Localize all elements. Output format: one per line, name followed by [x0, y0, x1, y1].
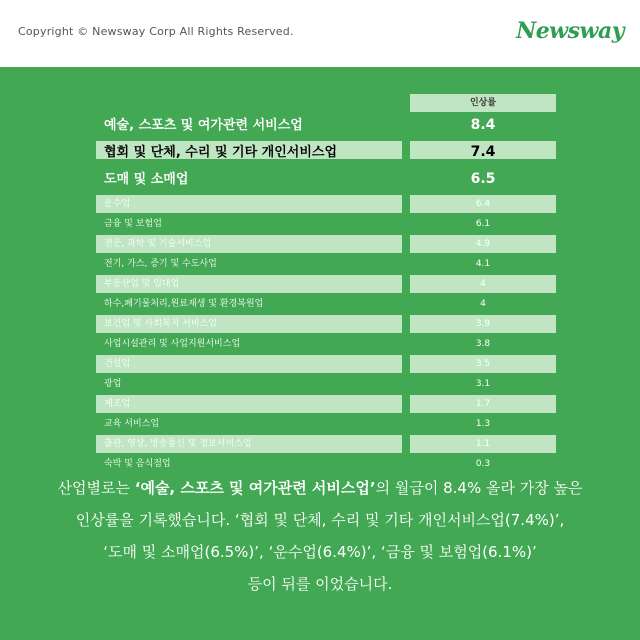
table-row [96, 335, 556, 353]
caption-line-3: ‘도매 및 소매업(6.5%)’, ‘운수업(6.4%)’, ‘금융 및 보험업(6.1%)’ [103, 543, 537, 561]
table-row [96, 114, 556, 137]
table-row [96, 141, 556, 164]
row-value: 6.1 [475, 219, 491, 229]
row-value: 1.7 [475, 399, 491, 409]
caption-line-2: 인상률을 기록했습니다. ‘협회 및 단체, 수리 및 기타 개인서비스업(7.4%)’, [75, 511, 565, 529]
row-category: 전기, 가스, 증기 및 수도사업 [104, 259, 217, 269]
table-row [96, 235, 556, 253]
caption-line-4: 등이 뒤를 이었습니다. [247, 575, 393, 593]
row-category: 출판, 영상, 방송통신 및 정보서비스업 [104, 439, 252, 449]
row-value: 6.4 [475, 199, 491, 209]
row-value: 0.3 [475, 459, 491, 469]
row-category: 제조업 [104, 399, 131, 409]
row-category: 숙박 및 음식점업 [104, 459, 171, 469]
table-row [96, 375, 556, 393]
row-value: 1.1 [475, 439, 491, 449]
row-category: 보건업 및 사회복지 서비스업 [104, 319, 217, 329]
table-row [96, 435, 556, 453]
row-category: 예술, 스포츠 및 여가관련 서비스업 [104, 118, 303, 133]
row-value: 6.5 [470, 171, 496, 187]
row-value: 4 [480, 279, 486, 289]
row-value: 3.9 [475, 319, 491, 329]
copyright-text: Copyright © Newsway Corp All Rights Reserved. [18, 25, 294, 38]
table-row [96, 295, 556, 313]
caption-line-1: 산업별로는 ‘예술, 스포츠 및 여가관련 서비스업’의 월급이 8.4% 올라 가장 높은 [57, 479, 583, 497]
row-value: 4.9 [475, 239, 491, 249]
row-category: 협회 및 단체, 수리 및 기타 개인서비스업 [104, 145, 338, 160]
header [0, 0, 640, 67]
row-category: 부동산업 및 임대업 [104, 279, 180, 289]
content-panel [0, 67, 640, 640]
table-header-row [96, 94, 556, 112]
wage-increase-table [96, 94, 556, 475]
summary-caption [0, 472, 640, 600]
column-header-increase-rate: 인상률 [410, 94, 556, 112]
row-value: 4.1 [475, 259, 491, 269]
table-row [96, 168, 556, 191]
table-row [96, 195, 556, 213]
row-category: 교육 서비스업 [104, 419, 160, 429]
row-category: 금융 및 보험업 [104, 219, 162, 229]
row-value: 8.4 [470, 117, 496, 133]
row-value: 7.4 [470, 144, 496, 160]
table-row [96, 315, 556, 333]
row-category: 전문, 과학 및 기술서비스업 [104, 239, 212, 249]
table-row [96, 355, 556, 373]
row-value: 1.3 [475, 419, 491, 429]
table-row [96, 415, 556, 433]
row-category: 건설업 [104, 359, 131, 369]
row-category: 도매 및 소매업 [104, 172, 189, 187]
table-row [96, 255, 556, 273]
table-row [96, 455, 556, 473]
row-category: 하수,폐기물처리,원료재생 및 환경복원업 [104, 299, 264, 309]
row-category: 사업시설관리 및 사업지원서비스업 [104, 339, 241, 349]
row-value: 4 [480, 299, 486, 309]
table-row [96, 395, 556, 413]
row-value: 3.5 [475, 359, 491, 369]
newsway-logo[interactable]: Newsway [516, 18, 624, 44]
row-category: 운수업 [104, 199, 131, 209]
table-row [96, 275, 556, 293]
table-row [96, 215, 556, 233]
row-category: 광업 [104, 379, 122, 389]
caption-highlight: ‘예술, 스포츠 및 여가관련 서비스업’ [134, 479, 376, 497]
row-value: 3.8 [475, 339, 491, 349]
row-value: 3.1 [475, 379, 491, 389]
